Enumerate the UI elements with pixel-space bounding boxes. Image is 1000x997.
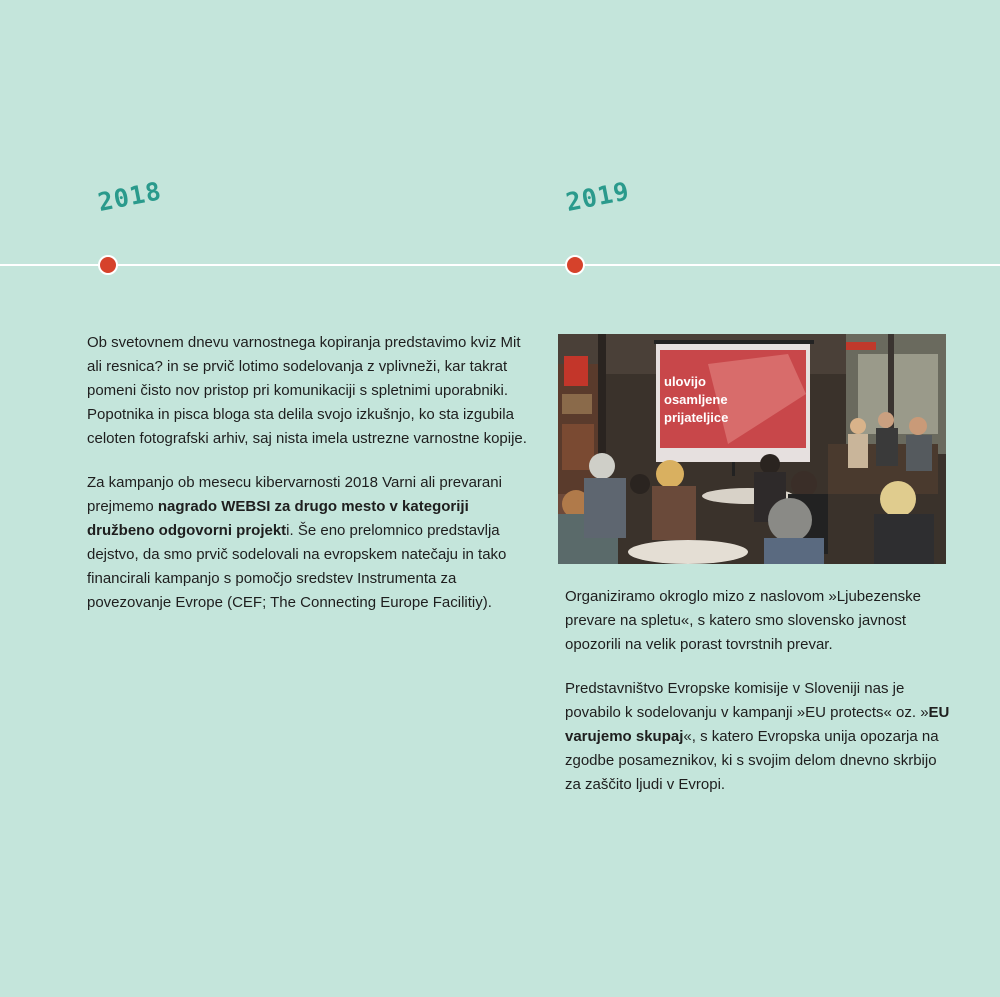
year-label-2018: 2018	[95, 176, 165, 217]
event-photo	[558, 334, 946, 564]
paragraph-2018-2-end: i. Še eno prelomnico predstavlja dejstvo, da smo prvič sodelovali na evropskem natečaju in tako financirali kampanjo s pomočjo sredstev Instrumenta za povezovanje Evrope (CEF; The Connecting Europe Facilitiy).	[87, 522, 507, 611]
timeline-dot-2019	[565, 255, 585, 275]
year-label-2019: 2019	[563, 176, 633, 217]
text-column-2018	[87, 331, 537, 635]
paragraph-2019-1: Organiziramo okroglo mizo z naslovom »Ljubezenske prevare na spletu«, s katero smo slovensko javnost opozorili na velik porast tovrstnih prevar.	[565, 588, 922, 653]
paragraph-2018-2	[87, 471, 537, 615]
paragraph-2018-1: Ob svetovnem dnevu varnostnega kopiranja predstavimo kviz Mit ali resnica? in se prvič lotimo sodelovanja z vplivneži, kar takrat pomeni čisto nov pristop pri komunikaciji s spletnimi uporabniki. Popotnika in pisca bloga sta delila svojo izkušnjo, ko sta izgubila celoten fotografski arhiv, saj nista imela ustrezne varnostne kopije.	[87, 334, 527, 447]
paragraph-2018-2-start: Za kampanjo ob mesecu kibervarnosti 2018 Varni ali prevarani prejmemo	[87, 474, 502, 515]
campaign-highlight: EU varujemo skupaj	[565, 704, 950, 745]
timeline-line	[0, 264, 1000, 266]
screen-line-2: osamljene	[664, 392, 728, 407]
award-highlight: nagrado WEBSI za drugo mesto v kategoriji družbeno odgovorni projekt	[87, 498, 469, 539]
screen-line-1: ulovijo	[664, 374, 706, 389]
paragraph-2019-2-end: «, s katero Evropska unija opozarja na zgodbe posameznikov, ki s svojim delom dnevno skrbijo za zaščito ljudi v Evropi.	[565, 728, 939, 793]
paragraph-2019-2	[565, 677, 950, 797]
timeline-dot-2018	[98, 255, 118, 275]
text-column-2019	[565, 585, 950, 817]
screen-line-3: prijateljice	[664, 410, 729, 425]
paragraph-2019-2-start: Predstavništvo Evropske komisije v Sloveniji nas je povabilo k sodelovanju v kampanji »EU protects« oz. »	[565, 680, 929, 721]
